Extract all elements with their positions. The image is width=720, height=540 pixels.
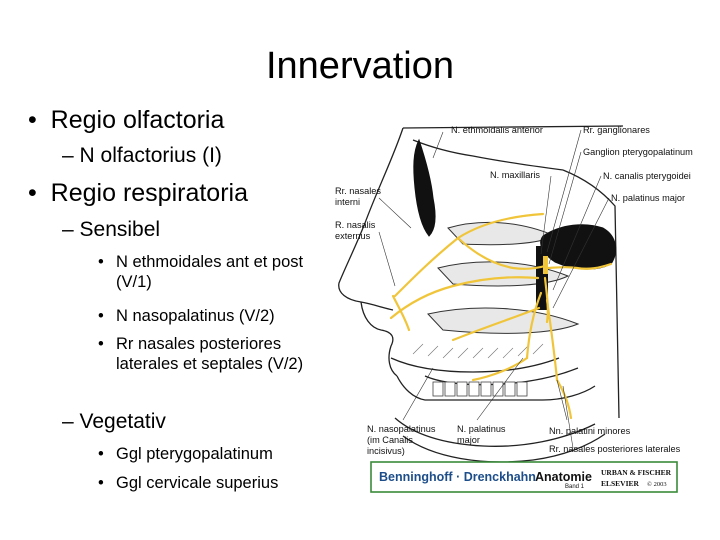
slide-title: Innervation xyxy=(265,45,454,87)
label-n-palatinus-major: N. palatinus xyxy=(457,424,506,434)
label-ganglion-pterygopalatinum: Ganglion pterygopalatinum xyxy=(583,147,693,157)
dash-symbol: – xyxy=(62,218,74,241)
anatomy-figure xyxy=(333,118,720,500)
bullet-symbol: • xyxy=(98,307,104,325)
banner-publisher-1: URBAN & FISCHER xyxy=(601,468,672,477)
nasal-innervation-illustration xyxy=(333,118,720,500)
bullet-text: Sensibel xyxy=(79,218,161,241)
bullet-rr-nasales xyxy=(98,334,328,396)
publisher-banner xyxy=(371,462,677,492)
bullet-text: N ethmoidales ant et post (V/1) xyxy=(116,253,304,291)
label-n-palatinus-major-top: N. palatinus major xyxy=(611,193,686,203)
label-n-nasopalatinus: N. nasopalatinus xyxy=(367,424,436,434)
bullet-n-nasopalatinus xyxy=(98,306,328,328)
bullet-symbol: • xyxy=(98,474,104,492)
banner-authors: Benninghoff · Drenckhahn xyxy=(379,470,536,484)
bullet-text: Ggl pterygopalatinum xyxy=(116,445,273,463)
bullet-symbol: • xyxy=(98,445,104,463)
label-rr-nasales-posteriores: Rr. nasales posteriores laterales xyxy=(549,444,681,454)
skull-outline xyxy=(339,126,623,462)
bullet-text: Rr nasales posteriores laterales et septales (V/2) xyxy=(116,335,304,373)
bullet-text: N olfactorius (I) xyxy=(79,144,222,167)
label-n-maxillaris: N. maxillaris xyxy=(490,170,541,180)
bullet-n-olfactorius xyxy=(62,143,222,169)
bullet-text: Vegetativ xyxy=(79,410,166,433)
label-rr-nasales-interni: Rr. nasales xyxy=(335,186,381,196)
banner-book: Anatomie xyxy=(535,470,592,484)
bullet-regio-respiratoria xyxy=(28,178,248,208)
label-r-nasalis-externus-2: externus xyxy=(335,231,371,241)
bullet-symbol: • xyxy=(28,179,37,207)
label-nasopalatinus-canalis: (im Canalis xyxy=(367,435,413,445)
bullet-symbol: • xyxy=(98,253,104,271)
dash-symbol: – xyxy=(62,410,74,433)
bullet-n-ethmoidales xyxy=(98,252,328,294)
banner-volume: Band 1 xyxy=(565,484,585,490)
label-rr-ganglionares: Rr. ganglionares xyxy=(583,125,650,135)
banner-publisher-2: ELSEVIER xyxy=(601,479,639,488)
bullet-symbol: • xyxy=(28,106,37,134)
bullet-text: Regio olfactoria xyxy=(50,106,225,134)
teeth xyxy=(433,382,527,396)
bullet-sensibel xyxy=(62,217,160,243)
label-r-nasalis-externus: R. nasalis xyxy=(335,220,376,230)
bullet-ggl-cervicale xyxy=(98,473,328,495)
bullet-text: Regio respiratoria xyxy=(50,179,248,207)
bullet-text: N nasopalatinus (V/2) xyxy=(116,307,275,325)
label-rr-nasales-interni-2: interni xyxy=(335,197,361,207)
hard-palate xyxy=(413,344,543,358)
bullet-symbol: • xyxy=(98,335,104,353)
label-palatinus-major-2: major xyxy=(457,435,480,445)
label-nasopalatinus-incisivus: incisivus) xyxy=(367,446,405,456)
bullet-list xyxy=(0,0,335,540)
banner-copyright: © 2003 xyxy=(647,481,667,488)
label-n-canalis-pterygoidei: N. canalis pterygoidei xyxy=(603,171,691,181)
bullet-vegetativ xyxy=(62,409,166,435)
bullet-text: Ggl cervicale superius xyxy=(116,474,279,492)
label-nn-palatini-minores: Nn. palatini minores xyxy=(549,426,631,436)
bullet-regio-olfactoria xyxy=(28,105,224,135)
bullet-ggl-pterygopalatinum xyxy=(98,444,328,466)
dash-symbol: – xyxy=(62,144,74,167)
label-n-ethmoidalis-anterior: N. ethmoidalis anterior xyxy=(451,125,543,135)
